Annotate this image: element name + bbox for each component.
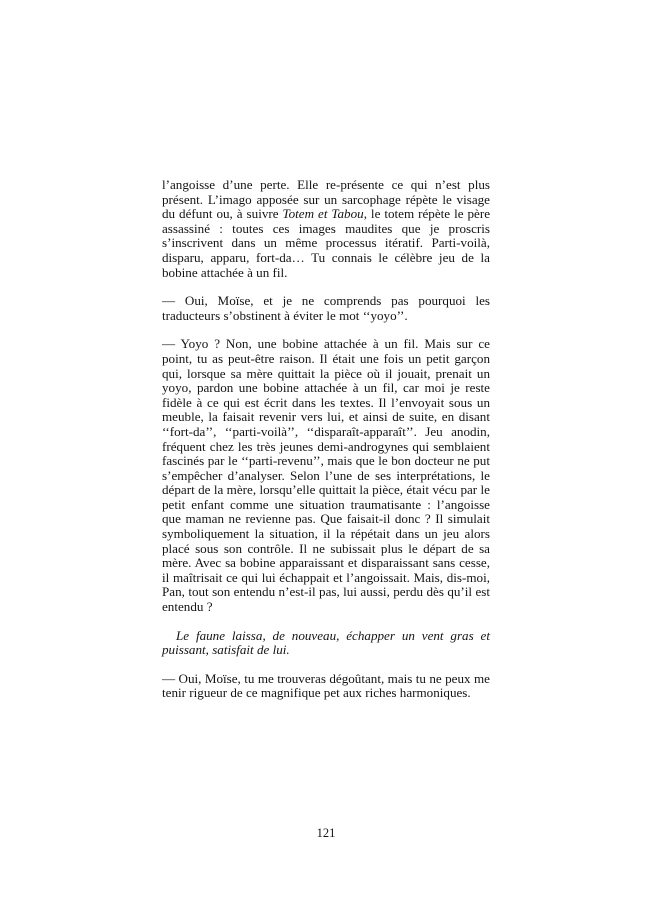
paragraph [162,337,490,614]
text-segment: l’angoisse d’une perte. Elle re-présente ce qui n’est plus présent. L’imago apposée sur un sarcophage répète le visage du défunt ou, à suivre [162,177,490,222]
paragraph [162,294,490,323]
text-segment: — Yoyo ? Non, une bobine attachée à un fil. Mais sur ce point, tu as peut-être raison. Il était une fois un petit garçon qui, lorsque sa mère quittait la pièce où il jouait, prenait un yoyo, pardon une bobine attachée à un fil, car moi je reste fidèle à ce qui est écrit dans les textes. Il l’envoyait sous un meuble, la faisait revenir vers lui, et ainsi de suite, en disant ‘‘fort-da’’, ‘‘parti-voilà’’, ‘‘disparaît-apparaît’’. Jeu anodin, fréquent chez les très jeunes demi-androgynes qui semblaient fascinés par le ‘‘parti-revenu’’, mais que le bon docteur ne put s’empêcher d’analyser. Selon l’une de ses interprétations, le départ de la mère, lorsqu’elle quittait la pièce, était vécu par le petit enfant comme une situation traumatisante : l’angoisse que maman ne revienne pas. Que faisait-il donc ? Il simulait symboliquement la situation, il la répétait dans un jeu alors placé sous son contrôle. Il ne subissait plus le départ de sa mère. Avec sa bobine apparaissant et disparaissant sans cesse, il maîtrisait ce qui lui échappait et l’angoissait. Mais, dis-moi, Pan, tout son entendu n’est-il pas, lui aussi, perdu dès qu’il est entendu ? [162,336,490,615]
italic-book-title: Totem et Tabou [282,206,364,222]
paragraph [162,629,490,658]
paragraph [162,672,490,701]
text-block [162,178,490,715]
page-number: 121 [316,826,336,840]
text-segment: , le totem répète le père assassiné : toutes ces images maudites que je proscris s’inscrivent dans un même processus itératif. Parti-voilà, disparu, apparu, fort-da… Tu connais le célèbre jeu de la bobine attachée à un fil. [162,206,491,280]
text-segment: — Oui, Moïse, tu me trouveras dégoûtant, mais tu ne peux me tenir rigueur de ce magnifique pet aux riches harmoniques. [162,670,490,701]
paragraph [162,178,490,280]
text-segment: — Oui, Moïse, et je ne comprends pas pourquoi les traducteurs s’obstinent à éviter le mot ‘‘yoyo’’. [162,293,490,323]
text-segment: Le faune laissa, de nouveau, échapper un vent gras et puissant, satisfait de lui. [162,627,490,658]
